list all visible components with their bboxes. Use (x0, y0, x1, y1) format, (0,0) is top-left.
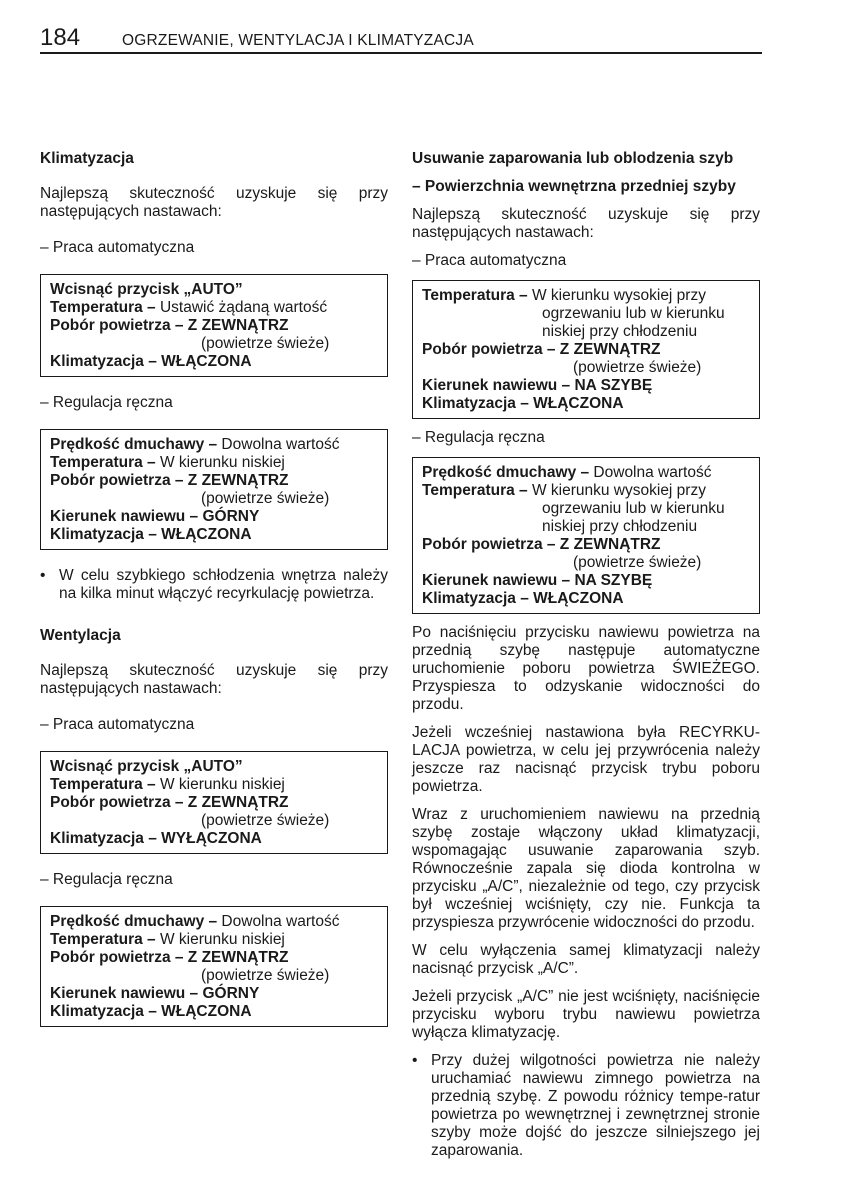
left-column (40, 150, 388, 1044)
manual-mode-label: – Regulacja ręczna (412, 429, 545, 446)
manual-mode-label: – Regulacja ręczna (40, 394, 173, 411)
settings-line: Temperatura – Ustawić żądaną wartość (50, 299, 328, 316)
settings-box-auto (412, 280, 760, 419)
settings-line: Pobór powietrza – Z ZEWNĄTRZ (50, 794, 289, 811)
settings-line: Temperatura – W kierunku wysokiej przy (422, 287, 706, 304)
settings-line: Klimatyzacja – WŁĄCZONA (50, 353, 252, 370)
body-paragraph: Jeżeli wcześniej nastawiona była RECYRKU-LACJA powietrza, w celu jej przywrócenia należy jeszcze raz nacisnąć przycisk trybu poboru powietrza. (412, 724, 760, 795)
settings-line: niskiej przy chłodzeniu (542, 323, 698, 340)
body-paragraph: Wraz z uruchomieniem nawiewu na przednią szybę zostaje włączony układ klimatyzacji, wspomagając usuwanie zaparowania szyb. Równocześnie zapala się dioda kontrolna w przycisku „A/C”, niezależnie od tego, czy przycisk był wcześniej wciśnięty, czy nie. Funkcja ta przyspiesza przywrócenie widoczności do przodu. (412, 806, 760, 931)
settings-line: Temperatura – W kierunku niskiej (50, 454, 285, 471)
settings-line: Temperatura – W kierunku niskiej (50, 931, 285, 948)
settings-line: Klimatyzacja – WŁĄCZONA (50, 1003, 252, 1020)
bullet-note: • Przy dużej wilgotności powietrza nie należy uruchamiać nawiewu zimnego powietrza na przednią szybę. Z powodu różnicy tempe-ratur powietrza po wewnętrznej i zewnętrznej stronie szyby może dojść do jeszcze silniejszego jej zaparowania. (412, 1052, 760, 1159)
settings-line: Temperatura – W kierunku wysokiej przy (422, 482, 706, 499)
body-paragraph: Jeżeli przycisk „A/C” nie jest wciśnięty, naciśnięcie przycisku wyboru trybu nawiewu powietrza wyłącza klimatyzację. (412, 988, 760, 1041)
settings-line: Prędkość dmuchawy – Dowolna wartość (422, 464, 712, 481)
intro-paragraph: Najlepszą skuteczność uzyskuje się przy następujących nastawach: (40, 662, 388, 697)
settings-line: niskiej przy chłodzeniu (542, 518, 698, 535)
body-paragraph: Po naciśnięciu przycisku nawiewu powietrza na przednią szybę następuje automatyczne uruchomienie poboru powietrza ŚWIEŻEGO. Przyspiesza to odzyskanie widoczności do przodu. (412, 624, 760, 713)
settings-line: Pobór powietrza – Z ZEWNĄTRZ (50, 317, 289, 334)
settings-line: Klimatyzacja – WŁĄCZONA (50, 526, 252, 543)
settings-box-auto (40, 751, 388, 854)
settings-line: Wcisnąć przycisk „AUTO” (50, 281, 243, 298)
auto-mode-label: – Praca automatyczna (412, 252, 567, 269)
settings-line: Klimatyzacja – WŁĄCZONA (422, 590, 624, 607)
settings-line: Pobór powietrza – Z ZEWNĄTRZ (50, 472, 289, 489)
settings-line: Temperatura – W kierunku niskiej (50, 776, 285, 793)
settings-line: Wcisnąć przycisk „AUTO” (50, 758, 243, 775)
settings-line: Kierunek nawiewu – NA SZYBĘ (422, 377, 653, 394)
running-title: OGRZEWANIE, WENTYLACJA I KLIMATYZACJA (122, 32, 474, 49)
bullet-icon: • (412, 1052, 418, 1069)
settings-line: ogrzewaniu lub w kierunku (542, 500, 725, 517)
settings-line: Klimatyzacja – WYŁĄCZONA (50, 830, 262, 847)
section-heading-defog: Usuwanie zaparowania lub oblodzenia szyb (412, 150, 734, 167)
page-number: 184 (40, 24, 81, 51)
right-column (412, 150, 760, 1160)
settings-line: (powietrze świeże) (201, 335, 330, 352)
settings-line: (powietrze świeże) (201, 812, 330, 829)
manual-mode-label: – Regulacja ręczna (40, 871, 173, 888)
bullet-icon: • (40, 567, 46, 584)
settings-box-manual (412, 457, 760, 614)
page-header (40, 26, 762, 54)
settings-line: ogrzewaniu lub w kierunku (542, 305, 725, 322)
settings-line: Kierunek nawiewu – NA SZYBĘ (422, 572, 653, 589)
settings-line: Pobór powietrza – Z ZEWNĄTRZ (50, 949, 289, 966)
settings-line: Pobór powietrza – Z ZEWNĄTRZ (422, 536, 661, 553)
settings-line: Pobór powietrza – Z ZEWNĄTRZ (422, 341, 661, 358)
settings-line: Prędkość dmuchawy – Dowolna wartość (50, 436, 340, 453)
settings-line: Kierunek nawiewu – GÓRNY (50, 508, 260, 525)
subsection-heading-windshield: – Powierzchnia wewnętrzna przedniej szyby (412, 178, 736, 195)
bullet-note: • W celu szybkiego schłodzenia wnętrza należy na kilka minut włączyć recyrkulację powietrza. (40, 567, 388, 602)
intro-paragraph: Najlepszą skuteczność uzyskuje się przy następujących nastawach: (412, 206, 760, 241)
auto-mode-label: – Praca automatyczna (40, 716, 195, 733)
auto-mode-label: – Praca automatyczna (40, 239, 195, 256)
settings-line: (powietrze świeże) (573, 554, 702, 571)
settings-line: Prędkość dmuchawy – Dowolna wartość (50, 913, 340, 930)
intro-paragraph: Najlepszą skuteczność uzyskuje się przy następujących nastawach: (40, 185, 388, 220)
settings-box-auto (40, 274, 388, 377)
section-heading-klimatyzacja: Klimatyzacja (40, 150, 134, 167)
settings-box-manual (40, 906, 388, 1027)
settings-line: (powietrze świeże) (573, 359, 702, 376)
settings-box-manual (40, 429, 388, 550)
section-heading-wentylacja: Wentylacja (40, 627, 121, 644)
body-paragraph: W celu wyłączenia samej klimatyzacji należy nacisnąć przycisk „A/C”. (412, 942, 760, 977)
settings-line: (powietrze świeże) (201, 490, 330, 507)
settings-line: (powietrze świeże) (201, 967, 330, 984)
settings-line: Klimatyzacja – WŁĄCZONA (422, 395, 624, 412)
settings-line: Kierunek nawiewu – GÓRNY (50, 985, 260, 1002)
